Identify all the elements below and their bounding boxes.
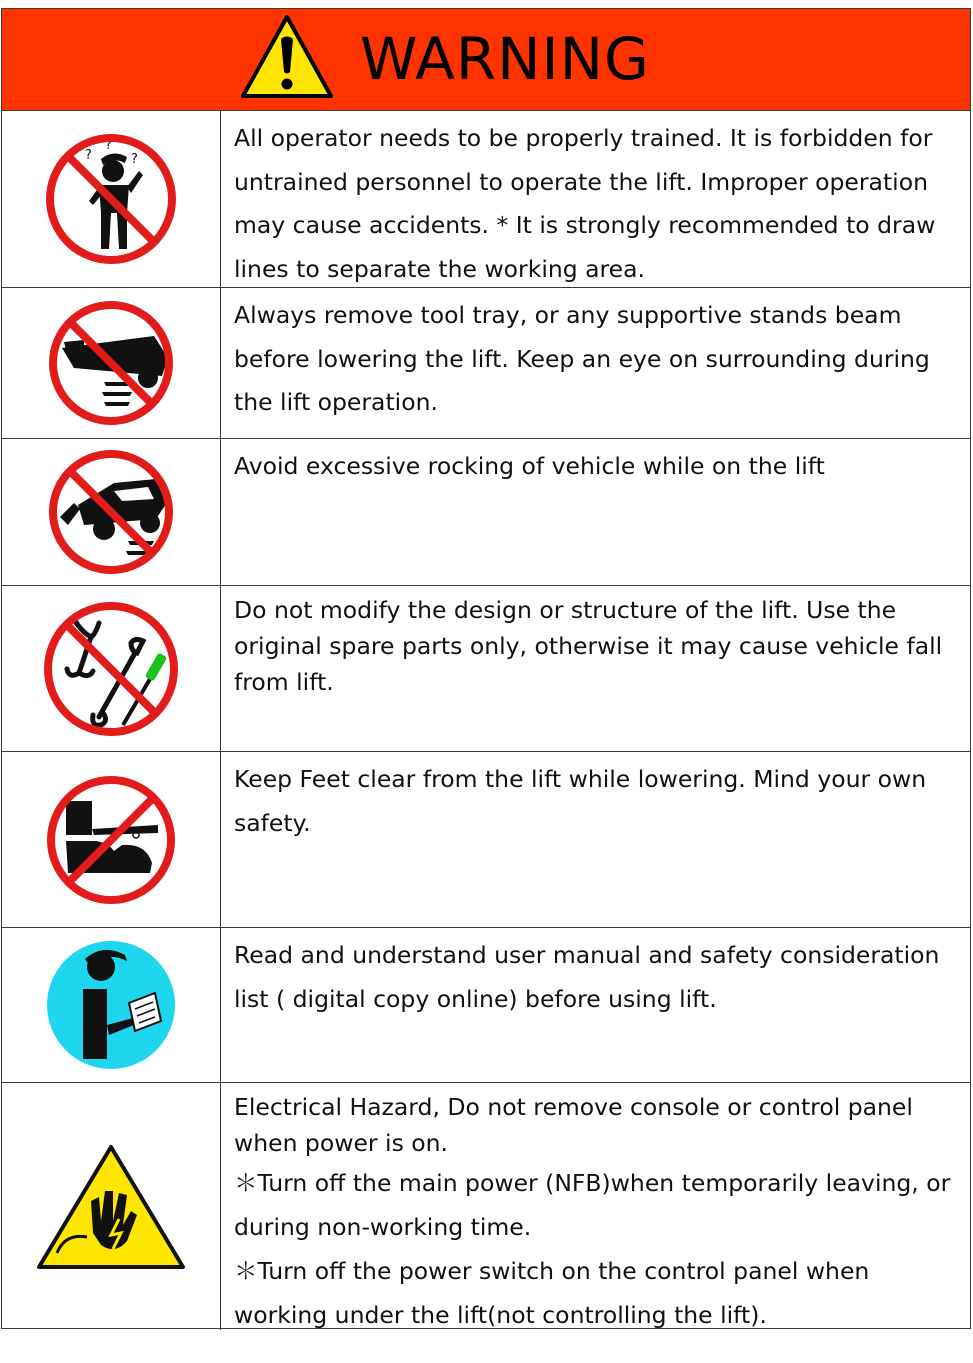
warning-text-line: ＊Turn off the main power (NFB)when temporarily leaving, or during non-working time.	[234, 1169, 951, 1241]
icon-cell	[2, 1083, 221, 1330]
warning-text-line: ＊Turn off the power switch on the control panel when working under the lift(not controlling the lift).	[234, 1257, 870, 1329]
untrained-operator-prohibited-icon	[41, 129, 181, 269]
warning-text: Avoid excessive rocking of vehicle while on the lift	[234, 452, 825, 480]
warning-row-manual	[2, 928, 970, 1083]
warning-row-tool-tray	[2, 288, 970, 439]
warning-row-feet	[2, 752, 970, 928]
svg-text:?: ?	[131, 152, 138, 167]
warning-sheet	[1, 8, 971, 1329]
no-vehicle-rocking-icon	[44, 445, 178, 579]
read-manual-icon	[43, 937, 179, 1073]
icon-cell	[2, 586, 221, 751]
svg-text:?: ?	[85, 148, 92, 163]
electrical-hazard-icon	[35, 1141, 187, 1273]
icon-cell	[2, 752, 221, 927]
warning-row-electrical	[2, 1083, 970, 1330]
warning-triangle-icon	[239, 12, 335, 100]
no-modification-tools-icon	[39, 597, 183, 741]
warning-header	[2, 9, 970, 111]
icon-cell	[2, 928, 221, 1082]
warning-text: Read and understand user manual and safety consideration list ( digital copy online) before using lift.	[234, 941, 940, 1013]
warning-row-rocking	[2, 439, 970, 586]
icon-cell	[2, 288, 221, 438]
warning-text-line: Electrical Hazard, Do not remove console or control panel when power is on.	[234, 1093, 913, 1157]
warning-text: Keep Feet clear from the lift while lowering. Mind your own safety.	[234, 765, 927, 837]
remove-tool-tray-icon	[44, 296, 178, 430]
warning-text: Always remove tool tray, or any supportive stands beam before lowering the lift. Keep an eye on surrounding during the lift operation.	[234, 301, 930, 416]
icon-cell	[2, 111, 221, 287]
warning-text-group	[234, 1089, 956, 1337]
svg-text:?: ?	[105, 138, 112, 153]
keep-feet-clear-icon	[42, 771, 180, 909]
page-title: WARNING	[360, 25, 650, 93]
icon-cell	[2, 439, 221, 585]
warning-text: Do not modify the design or structure of the lift. Use the original spare parts only, otherwise it may cause vehicle fall from lift.	[234, 596, 943, 696]
warning-row-modification	[2, 586, 970, 752]
warning-row-training	[2, 111, 970, 288]
warning-text: All operator needs to be properly trained. It is forbidden for untrained personnel to operate the lift. Improper operation may cause accidents. * It is strongly recommended to draw lines to separate the working area.	[234, 124, 936, 283]
